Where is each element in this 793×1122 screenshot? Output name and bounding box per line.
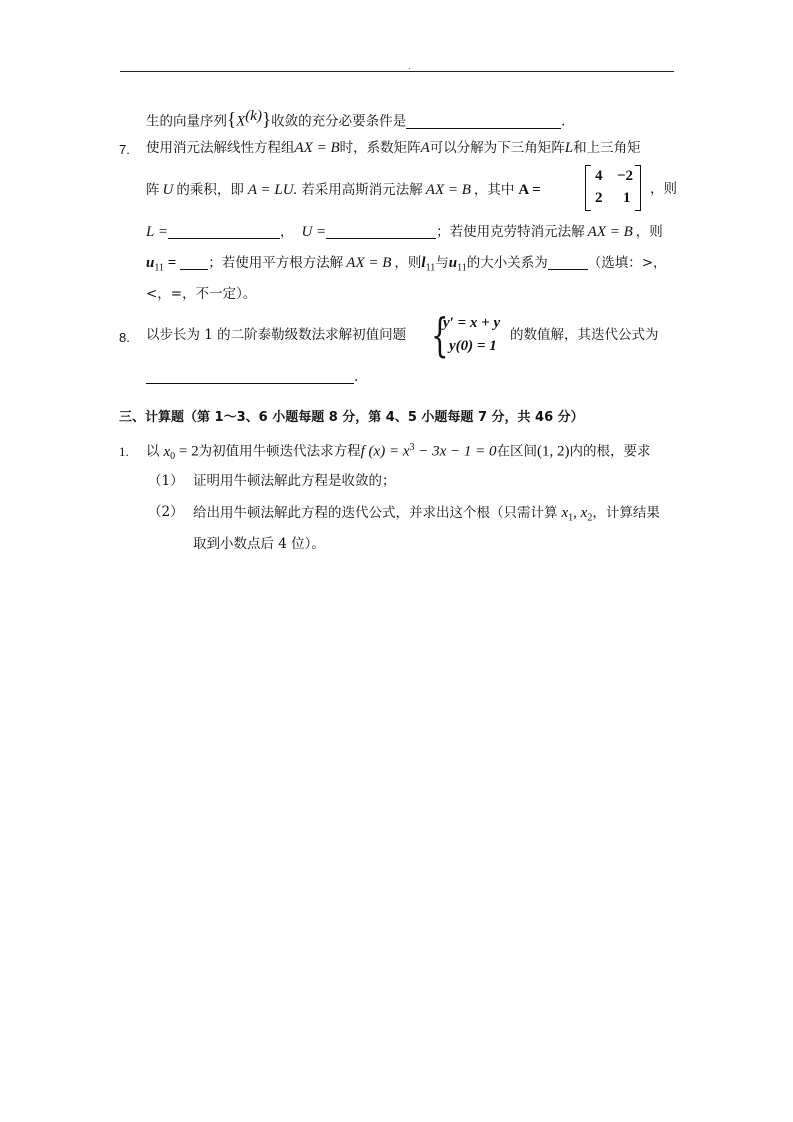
q7-l4-u2-sub: 11 bbox=[457, 262, 467, 274]
q8-equation-system bbox=[431, 308, 511, 362]
q7-l3-eq: AX = B bbox=[587, 224, 633, 240]
q7-l2-text: 阵 bbox=[146, 182, 160, 198]
p1-sub2-text2: ，计算结果 bbox=[592, 505, 660, 521]
q7-number: 7. bbox=[119, 142, 130, 157]
q6-brace-close: } bbox=[261, 109, 272, 131]
p1-sub2-line2: 取到小数点后 4 位）。 bbox=[193, 536, 325, 552]
q7-l4-l-sub: 11 bbox=[425, 262, 436, 274]
q8-number: 8. bbox=[119, 330, 130, 345]
q7-l4-text4: 的大小关系为 bbox=[466, 255, 548, 271]
p1-sub1-number: （1） bbox=[148, 473, 184, 489]
q7-line4 bbox=[146, 256, 667, 274]
p1-text3: 在区间 bbox=[496, 443, 538, 460]
q7-line5: <，=，不一定）。 bbox=[146, 286, 257, 302]
p1-sub2-x2: , x bbox=[573, 505, 588, 521]
matrix-cell-a11: 4 bbox=[595, 168, 603, 184]
q7-l2-eq: A = LU. bbox=[247, 182, 298, 198]
q7-line2 bbox=[146, 183, 541, 198]
q7-l4-l: l bbox=[421, 255, 426, 271]
q7-line2-end: ，则 bbox=[650, 181, 677, 197]
q8-eq2: y(0) = 1 bbox=[449, 338, 497, 354]
q7-l2-text4: ，其中 bbox=[473, 182, 515, 198]
q7-l4-u-sub: 11 bbox=[154, 262, 164, 274]
p1-interval: (1, 2) bbox=[537, 443, 570, 460]
q7-line1 bbox=[146, 141, 641, 156]
q7-l2-text2: 的乘积，即 bbox=[176, 182, 244, 198]
q7-l2-eq2: AX = B bbox=[425, 182, 471, 198]
q6-line bbox=[146, 109, 565, 130]
q7-l1-text2: 时，系数矩阵 bbox=[339, 140, 421, 156]
q7-l1-text4: 和上三角矩 bbox=[573, 140, 641, 156]
q7-l4-u: u bbox=[146, 255, 155, 271]
q6-text1: 生的向量序列 bbox=[146, 113, 227, 130]
p1-equation-rest: − 3x − 1 = 0 bbox=[414, 443, 497, 460]
matrix-left-bracket bbox=[585, 165, 591, 211]
q7-l3-L: L = bbox=[146, 224, 168, 240]
q7-l4-eqsign: = bbox=[163, 255, 177, 271]
p1-text2: 为初值用牛顿迭代法求方程 bbox=[198, 443, 361, 460]
p1-equation: f (x) = x bbox=[360, 443, 410, 460]
p1-x0-sub: 0 bbox=[170, 451, 176, 463]
p1-x0: x bbox=[163, 443, 171, 460]
q6-seq-sup: (k) bbox=[245, 108, 262, 124]
p1-text: 以 bbox=[146, 443, 160, 460]
q7-U-blank[interactable] bbox=[326, 225, 436, 239]
q8-answer-blank[interactable] bbox=[146, 370, 354, 384]
q6-answer-blank[interactable] bbox=[406, 115, 561, 129]
p1-sub2-x: x bbox=[561, 505, 569, 521]
p1-number: 1. bbox=[119, 444, 129, 459]
q7-l3-sep: ， bbox=[279, 224, 294, 240]
q7-l2-U: U bbox=[162, 182, 174, 198]
q7-u11-blank[interactable] bbox=[180, 256, 208, 270]
q7-compare-blank[interactable] bbox=[548, 256, 588, 270]
q6-text2: 收敛的充分必要条件是 bbox=[271, 113, 407, 130]
q7-l1-L: L bbox=[564, 140, 574, 156]
p1-eq-sup: 3 bbox=[409, 442, 415, 453]
q7-l4-text5: （选填：>， bbox=[587, 255, 667, 271]
q7-l3-U: U = bbox=[301, 224, 327, 240]
q7-l1-eq: AX = B bbox=[294, 140, 340, 156]
p1-sub2-x2-sub: 2 bbox=[587, 512, 593, 524]
header-dot: . bbox=[408, 62, 411, 71]
q8-text-a: 以步长为 1 的二阶泰勒级数法求解初值问题 bbox=[146, 327, 407, 343]
matrix-cell-a21: 2 bbox=[595, 190, 603, 206]
matrix-cell-a22: 1 bbox=[623, 190, 631, 206]
q6-brace-open: { bbox=[227, 109, 237, 131]
q7-l1-text: 使用消元法解线性方程组 bbox=[146, 140, 295, 156]
q7-matrix bbox=[585, 165, 641, 209]
p1-text4: 内的根，要求 bbox=[569, 443, 651, 460]
q7-l4-text3: 与 bbox=[435, 255, 449, 271]
q8-eq1: y′ = x + y bbox=[443, 315, 501, 331]
p1-x0-value: = 2 bbox=[175, 443, 199, 460]
p1-line1 bbox=[146, 443, 651, 462]
q7-l3-text: ；若使用克劳特消元法解 bbox=[436, 224, 585, 240]
p1-sub2-number: （2） bbox=[148, 504, 184, 520]
header-rule bbox=[120, 71, 674, 72]
q7-l2-A-bold: A = bbox=[518, 182, 541, 198]
matrix-cell-a12: −2 bbox=[617, 168, 634, 184]
p1-sub2-text: 给出用牛顿法解此方程的迭代公式，并求出这个根（只需计算 bbox=[193, 505, 558, 521]
q7-line3 bbox=[146, 225, 663, 240]
q7-l4-u2: u bbox=[448, 255, 458, 271]
q8-answer-line bbox=[146, 370, 358, 385]
q7-l1-A: A bbox=[420, 140, 430, 156]
q8-brace: { bbox=[431, 308, 449, 362]
q7-l4-text2: ，则 bbox=[394, 255, 422, 271]
p1-sub2-x1-sub: 1 bbox=[568, 512, 574, 524]
q7-l1-text3: 可以分解为下三角矩阵 bbox=[429, 140, 565, 156]
q6-end: . bbox=[561, 113, 566, 130]
matrix-right-bracket bbox=[635, 165, 641, 211]
q7-l4-eq: AX = B bbox=[346, 255, 392, 271]
q8-text-b: 的数值解，其迭代公式为 bbox=[510, 327, 659, 343]
p1-sub2-line1 bbox=[193, 506, 660, 524]
q8-end: . bbox=[354, 369, 359, 385]
q7-l4-text: ；若使用平方根方法解 bbox=[208, 255, 344, 271]
q6-seq-var: X bbox=[236, 113, 246, 130]
q7-l2-text3: 若采用高斯消元法解 bbox=[301, 182, 423, 198]
q7-l3-text2: ，则 bbox=[635, 224, 663, 240]
q7-L-blank[interactable] bbox=[168, 225, 280, 239]
p1-sub1-text: 证明用牛顿法解此方程是收敛的； bbox=[193, 473, 396, 489]
section3-heading: 三、计算题（第 1～3、6 小题每题 8 分，第 4、5 小题每题 7 分，共 46 分） bbox=[119, 410, 584, 425]
